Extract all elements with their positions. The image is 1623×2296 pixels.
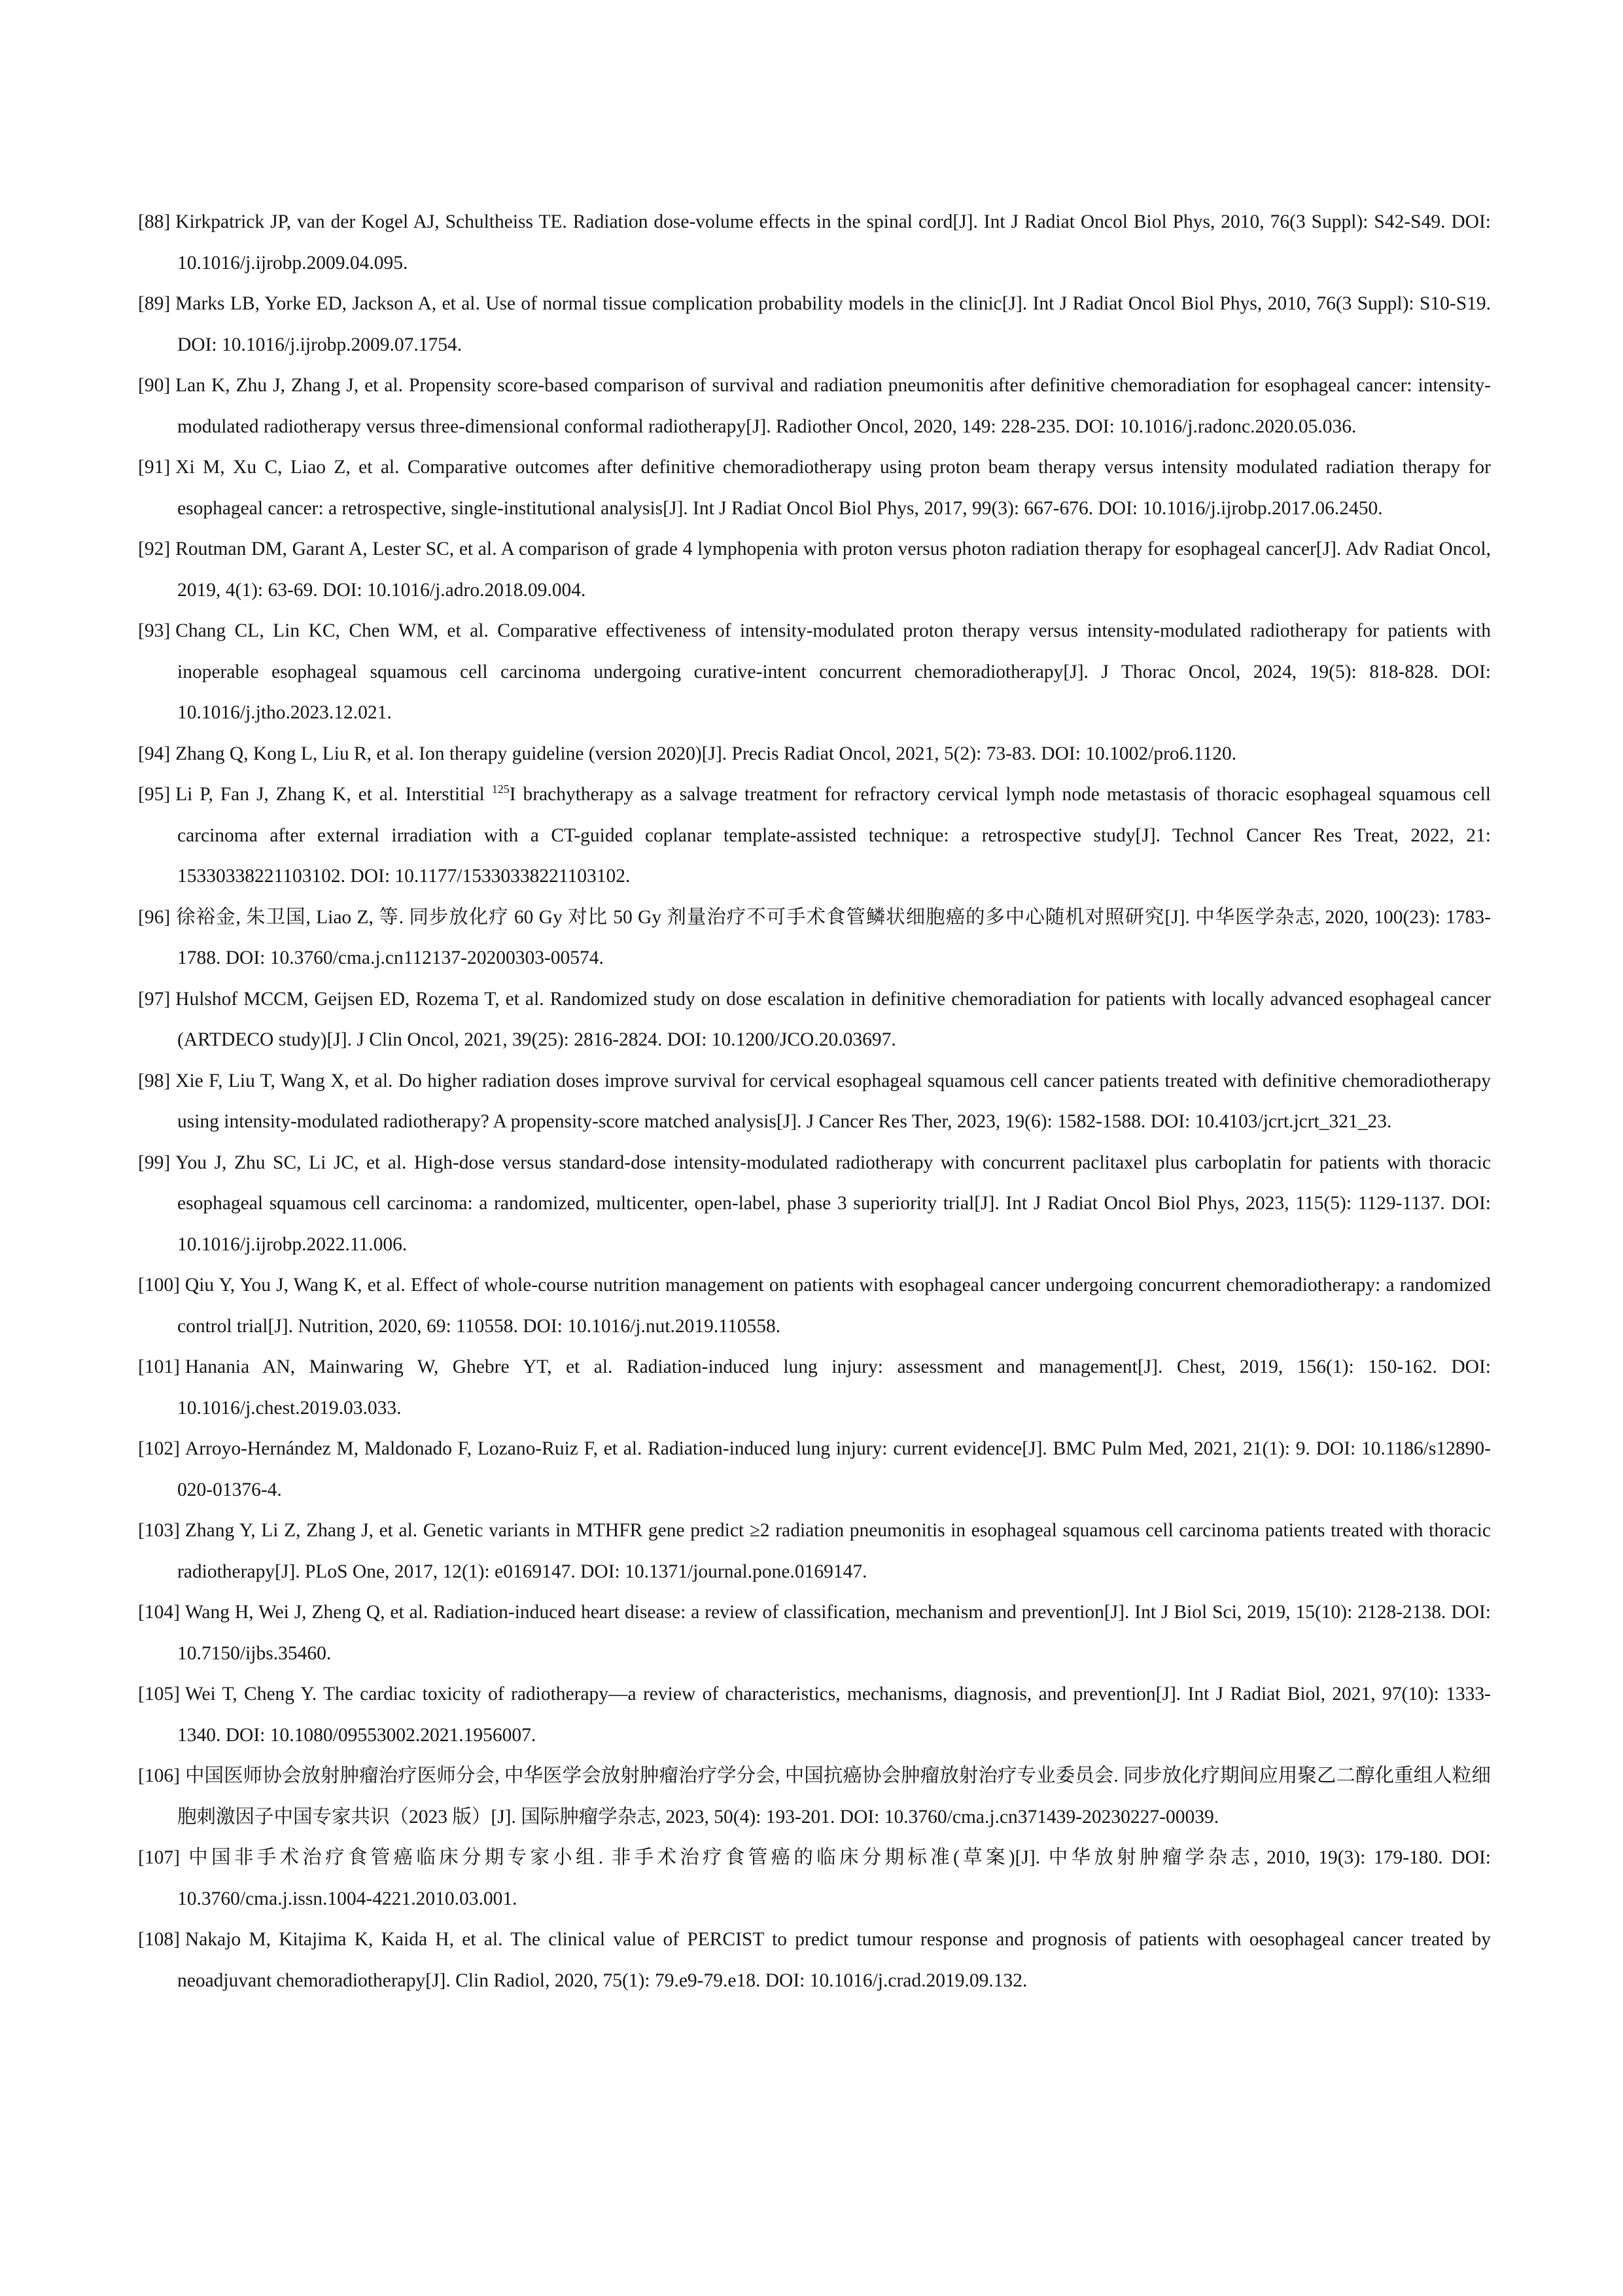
reference-number: [99]: [138, 1152, 171, 1173]
reference-text: Zhang Y, Li Z, Zhang J, et al. Genetic variants in MTHFR gene predict ≥2 radiation pneumonitis in esophageal squamous cell carcinoma patients treated with thoracic radiotherapy[J]. PLoS One, 2017, 12(1): e0169147. DOI: 10.1371/journal.pone.0169147.: [177, 1520, 1491, 1582]
reference-item: [138, 1510, 1491, 1592]
reference-text: Hulshof MCCM, Geijsen ED, Rozema T, et al. Randomized study on dose escalation in definitive chemoradiation for patients with locally advanced esophageal cancer (ARTDECO study)[J]. J Clin Oncol, 2021, 39(25): 2816-2824. DOI: 10.1200/JCO.20.03697.: [175, 988, 1491, 1050]
reference-item: [138, 897, 1491, 979]
reference-item: [138, 1061, 1491, 1142]
reference-number: [88]: [138, 211, 171, 232]
reference-item: [138, 610, 1491, 733]
reference-text: Routman DM, Garant A, Lester SC, et al. A comparison of grade 4 lymphopenia with proton versus photon radiation therapy for esophageal cancer[J]. Adv Radiat Oncol, 2019, 4(1): 63-69. DOI: 10.1016/j.adro.2018.09.004.: [175, 539, 1491, 601]
reference-text: 中国非手术治疗食管癌临床分期专家小组. 非手术治疗食管癌的临床分期标准(草案)[J]. 中华放射肿瘤学杂志, 2010, 19(3): 179-180. DOI: 10.3760/cma.j.issn.1004-4221.2010.03.001.: [177, 1847, 1491, 1909]
reference-number: [96]: [138, 906, 171, 928]
reference-text: You J, Zhu SC, Li JC, et al. High-dose versus standard-dose intensity-modulated radiotherapy with concurrent paclitaxel plus carboplatin for patients with thoracic esophageal squamous cell carcinoma: a randomized, multicenter, open-label, phase 3 superiority trial[J]. Int J Radiat Oncol Biol Phys, 2023, 115(5): 1129-1137. DOI: 10.1016/j.ijrobp.2022.11.006.: [175, 1152, 1491, 1255]
reference-number: [105]: [138, 1684, 180, 1704]
reference-number: [107]: [138, 1847, 180, 1868]
reference-number: [108]: [138, 1929, 180, 1950]
reference-item: [138, 1837, 1491, 1919]
reference-text-prefix: Li P, Fan J, Zhang K, et al. Interstitial: [175, 784, 492, 805]
reference-item: [138, 283, 1491, 365]
reference-item: [138, 774, 1491, 897]
isotope-superscript: 125: [491, 783, 510, 796]
reference-text: I brachytherapy as a salvage treatment for refractory cervical lymph node metastasis of thoracic esophageal squamous cell carcinoma after external irradiation with a CT-guided coplanar template-assisted technique: a retrospective study[J]. Technol Cancer Res Treat, 2022, 21: 15330338221103102. DOI: 10.1177/15330338221103102.: [177, 784, 1491, 887]
reference-item: [138, 1347, 1491, 1428]
reference-text: Lan K, Zhu J, Zhang J, et al. Propensity score-based comparison of survival and radiation pneumonitis after definitive chemoradiation for esophageal cancer: intensity-modulated radiotherapy versus three-dimensional conformal radiotherapy[J]. Radiother Oncol, 2020, 149: 228-235. DOI: 10.1016/j.radonc.2020.05.036.: [175, 375, 1491, 437]
reference-item: [138, 202, 1491, 283]
reference-number: [90]: [138, 375, 171, 396]
reference-item: [138, 979, 1491, 1061]
reference-text: 徐裕金, 朱卫国, Liao Z, 等. 同步放化疗 60 Gy 对比 50 Gy 剂量治疗不可手术食管鳞状细胞癌的多中心随机对照研究[J]. 中华医学杂志, 2020, 100(23): 1783-1788. DOI: 10.3760/cma.j.cn112137-20200303-00574.: [175, 906, 1491, 968]
reference-item: [138, 529, 1491, 610]
reference-text: Qiu Y, You J, Wang K, et al. Effect of whole-course nutrition management on patients with esophageal cancer undergoing concurrent chemoradiotherapy: a randomized control trial[J]. Nutrition, 2020, 69: 110558. DOI: 10.1016/j.nut.2019.110558.: [177, 1275, 1491, 1337]
reference-number: [93]: [138, 620, 171, 641]
reference-number: [94]: [138, 743, 171, 764]
reference-text: Arroyo-Hernández M, Maldonado F, Lozano-Ruiz F, et al. Radiation-induced lung injury: current evidence[J]. BMC Pulm Med, 2021, 21(1): 9. DOI: 10.1186/s12890-020-01376-4.: [177, 1438, 1491, 1500]
reference-item: [138, 1674, 1491, 1756]
reference-item: [138, 1265, 1491, 1347]
reference-number: [100]: [138, 1275, 180, 1296]
reference-number: [91]: [138, 457, 171, 478]
reference-number: [106]: [138, 1765, 180, 1786]
reference-number: [92]: [138, 539, 171, 559]
reference-item: [138, 1756, 1491, 1837]
reference-item: [138, 1919, 1491, 2001]
reference-list: [138, 202, 1491, 2001]
reference-item: [138, 1142, 1491, 1265]
reference-text: Marks LB, Yorke ED, Jackson A, et al. Use of normal tissue complication probability models in the clinic[J]. Int J Radiat Oncol Biol Phys, 2010, 76(3 Suppl): S10-S19. DOI: 10.1016/j.ijrobp.2009.07.1754.: [175, 293, 1491, 355]
reference-item: [138, 1592, 1491, 1674]
reference-number: [89]: [138, 293, 171, 314]
reference-item: [138, 1428, 1491, 1510]
reference-text: Xi M, Xu C, Liao Z, et al. Comparative outcomes after definitive chemoradiotherapy using proton beam therapy versus intensity modulated radiation therapy for esophageal cancer: a retrospective, single-institutional analysis[J]. Int J Radiat Oncol Biol Phys, 2017, 99(3): 667-676. DOI: 10.1016/j.ijrobp.2017.06.2450.: [175, 457, 1491, 519]
reference-number: [104]: [138, 1602, 180, 1623]
reference-text: Wei T, Cheng Y. The cardiac toxicity of radiotherapy—a review of characteristics, mechanisms, diagnosis, and prevention[J]. Int J Radiat Biol, 2021, 97(10): 1333-1340. DOI: 10.1080/09553002.2021.1956007.: [177, 1684, 1491, 1746]
reference-text: Xie F, Liu T, Wang X, et al. Do higher radiation doses improve survival for cervical esophageal squamous cell cancer patients treated with definitive chemoradiotherapy using intensity-modulated radiotherapy? A propensity-score matched analysis[J]. J Cancer Res Ther, 2023, 19(6): 1582-1588. DOI: 10.4103/jcrt.jcrt_321_23.: [175, 1070, 1491, 1132]
reference-number: [103]: [138, 1520, 180, 1541]
reference-number: [98]: [138, 1070, 171, 1091]
reference-item: [138, 733, 1491, 775]
reference-text: Hanania AN, Mainwaring W, Ghebre YT, et al. Radiation-induced lung injury: assessment and management[J]. Chest, 2019, 156(1): 150-162. DOI: 10.1016/j.chest.2019.03.033.: [177, 1356, 1491, 1419]
reference-text: Wang H, Wei J, Zheng Q, et al. Radiation-induced heart disease: a review of classification, mechanism and prevention[J]. Int J Biol Sci, 2019, 15(10): 2128-2138. DOI: 10.7150/ijbs.35460.: [177, 1602, 1491, 1664]
reference-number: [102]: [138, 1438, 180, 1459]
reference-number: [97]: [138, 988, 171, 1010]
reference-item: [138, 365, 1491, 447]
reference-number: [101]: [138, 1356, 180, 1377]
reference-text: Nakajo M, Kitajima K, Kaida H, et al. The clinical value of PERCIST to predict tumour response and prognosis of patients with oesophageal cancer treated by neoadjuvant chemoradiotherapy[J]. Clin Radiol, 2020, 75(1): 79.e9-79.e18. DOI: 10.1016/j.crad.2019.09.132.: [177, 1929, 1491, 1991]
reference-text: Chang CL, Lin KC, Chen WM, et al. Comparative effectiveness of intensity-modulated proton therapy versus intensity-modulated radiotherapy for patients with inoperable esophageal squamous cell carcinoma undergoing curative-intent concurrent chemoradiotherapy[J]. J Thorac Oncol, 2024, 19(5): 818-828. DOI: 10.1016/j.jtho.2023.12.021.: [175, 620, 1491, 723]
reference-item: [138, 447, 1491, 529]
reference-text: Kirkpatrick JP, van der Kogel AJ, Schultheiss TE. Radiation dose-volume effects in the spinal cord[J]. Int J Radiat Oncol Biol Phys, 2010, 76(3 Suppl): S42-S49. DOI: 10.1016/j.ijrobp.2009.04.095.: [175, 211, 1491, 274]
reference-text: 中国医师协会放射肿瘤治疗医师分会, 中华医学会放射肿瘤治疗学分会, 中国抗癌协会肿瘤放射治疗专业委员会. 同步放化疗期间应用聚乙二醇化重组人粒细胞刺激因子中国专家共识（2023 版）[J]. 国际肿瘤学杂志, 2023, 50(4): 193-201. DOI: 10.3760/cma.j.cn371439-20230227-00039.: [177, 1765, 1491, 1828]
reference-text: Zhang Q, Kong L, Liu R, et al. Ion therapy guideline (version 2020)[J]. Precis Radiat Oncol, 2021, 5(2): 73-83. DOI: 10.1002/pro6.1120.: [175, 743, 1237, 764]
reference-number: [95]: [138, 784, 171, 805]
